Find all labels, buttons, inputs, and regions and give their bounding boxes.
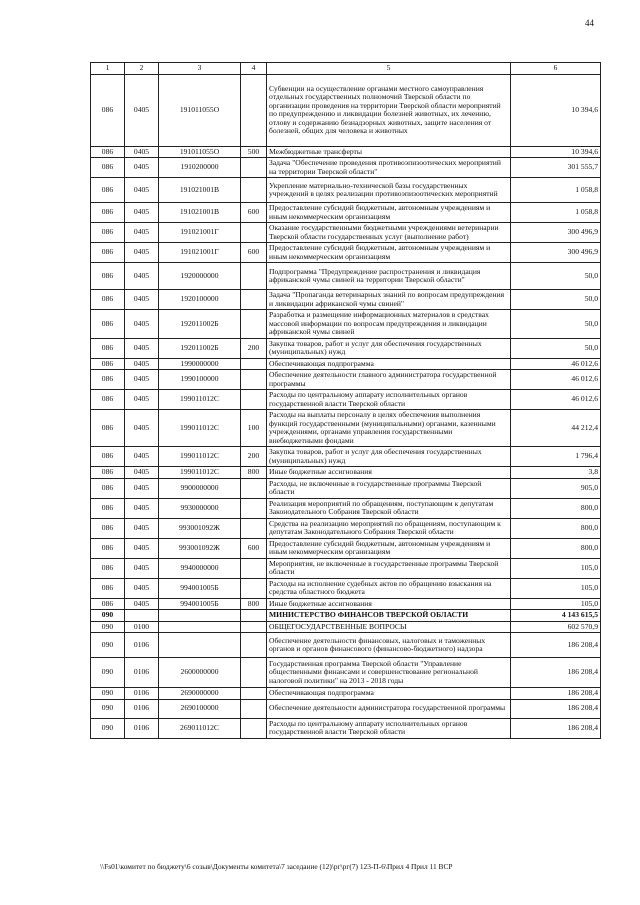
amount-cell: 46 012,6 xyxy=(511,390,601,410)
expense-type-cell xyxy=(241,290,267,310)
column-header: 5 xyxy=(267,63,511,75)
target-code-cell xyxy=(159,610,241,622)
table-row xyxy=(91,518,601,538)
table-row xyxy=(91,598,601,610)
table-row xyxy=(91,633,601,658)
section-code-cell: 0405 xyxy=(125,158,159,178)
section-code-cell: 0405 xyxy=(125,498,159,518)
target-code-cell: 1920100000 xyxy=(159,290,241,310)
amount-cell: 186 208,4 xyxy=(511,658,601,688)
amount-cell: 50,0 xyxy=(511,310,601,339)
expense-type-cell: 800 xyxy=(241,467,267,479)
target-code-cell: 1920000000 xyxy=(159,263,241,290)
expense-type-cell: 100 xyxy=(241,410,267,447)
section-code-cell: 0405 xyxy=(125,338,159,358)
expense-type-cell xyxy=(241,558,267,578)
admin-code-cell: 090 xyxy=(91,633,125,658)
target-code-cell: 1990100000 xyxy=(159,370,241,390)
section-code-cell: 0405 xyxy=(125,74,159,146)
admin-code-cell: 086 xyxy=(91,578,125,598)
section-code-cell: 0405 xyxy=(125,203,159,223)
description-cell: Обеспечение деятельности финансовых, налоговых и таможенных органов и органов финансового (финансово-бюджетного) надзора xyxy=(267,633,511,658)
admin-code-cell: 086 xyxy=(91,146,125,158)
admin-code-cell: 086 xyxy=(91,390,125,410)
table-row xyxy=(91,370,601,390)
admin-code-cell: 086 xyxy=(91,223,125,243)
table-row xyxy=(91,310,601,339)
section-code-cell: 0405 xyxy=(125,358,159,370)
expense-type-cell xyxy=(241,578,267,598)
table-row xyxy=(91,358,601,370)
amount-cell: 905,0 xyxy=(511,478,601,498)
section-code-cell: 0106 xyxy=(125,658,159,688)
description-cell: Межбюджетные трансферты xyxy=(267,146,511,158)
admin-code-cell: 086 xyxy=(91,558,125,578)
description-cell: Подпрограмма "Предупреждение распространения и ликвидация африканской чумы свиней на территории Тверской области" xyxy=(267,263,511,290)
target-code-cell: 269011012С xyxy=(159,718,241,738)
admin-code-cell: 086 xyxy=(91,74,125,146)
expense-type-cell xyxy=(241,478,267,498)
admin-code-cell: 086 xyxy=(91,518,125,538)
admin-code-cell: 086 xyxy=(91,498,125,518)
admin-code-cell: 090 xyxy=(91,688,125,700)
section-code-cell: 0106 xyxy=(125,633,159,658)
table-row xyxy=(91,243,601,263)
expense-type-cell xyxy=(241,390,267,410)
amount-cell: 602 570,9 xyxy=(511,621,601,633)
column-header: 3 xyxy=(159,63,241,75)
table-row xyxy=(91,158,601,178)
section-code-cell: 0405 xyxy=(125,538,159,558)
table-row xyxy=(91,699,601,718)
admin-code-cell: 086 xyxy=(91,538,125,558)
admin-code-cell: 086 xyxy=(91,447,125,467)
admin-code-cell: 086 xyxy=(91,263,125,290)
table-header-row xyxy=(91,63,601,75)
description-cell: Предоставление субсидий бюджетным, автономным учреждениям и иным некоммерческим организациям xyxy=(267,538,511,558)
target-code-cell: 1990000000 xyxy=(159,358,241,370)
budget-table xyxy=(90,62,601,739)
table-row xyxy=(91,688,601,700)
expense-type-cell xyxy=(241,633,267,658)
admin-code-cell: 090 xyxy=(91,610,125,622)
target-code-cell xyxy=(159,621,241,633)
table-row xyxy=(91,223,601,243)
target-code-cell: 191021001В xyxy=(159,178,241,203)
table-row xyxy=(91,718,601,738)
description-cell: Расходы по центральному аппарату исполнительных органов государственной власти Тверской области xyxy=(267,390,511,410)
section-code-cell: 0405 xyxy=(125,390,159,410)
target-code-cell: 2600000000 xyxy=(159,658,241,688)
expense-type-cell xyxy=(241,718,267,738)
description-cell: Обеспечивающая подпрограмма xyxy=(267,688,511,700)
target-code-cell: 191011055O xyxy=(159,146,241,158)
expense-type-cell xyxy=(241,178,267,203)
target-code-cell: 9930000000 xyxy=(159,498,241,518)
description-cell: Иные бюджетные ассигнования xyxy=(267,467,511,479)
description-cell: Расходы по центральному аппарату исполнительных органов государственной власти Тверской области xyxy=(267,718,511,738)
expense-type-cell xyxy=(241,370,267,390)
amount-cell: 300 496,9 xyxy=(511,243,601,263)
target-code-cell: 192011002Б xyxy=(159,310,241,339)
admin-code-cell: 086 xyxy=(91,310,125,339)
expense-type-cell: 200 xyxy=(241,447,267,467)
description-cell: Закупка товаров, работ и услуг для обеспечения государственных (муниципальных) нужд xyxy=(267,447,511,467)
table-row xyxy=(91,410,601,447)
table-row xyxy=(91,74,601,146)
table-row xyxy=(91,558,601,578)
target-code-cell: 191021001Г xyxy=(159,243,241,263)
target-code-cell: 994001005Б xyxy=(159,578,241,598)
amount-cell: 186 208,4 xyxy=(511,718,601,738)
description-cell: ОБЩЕГОСУДАРСТВЕННЫЕ ВОПРОСЫ xyxy=(267,621,511,633)
target-code-cell xyxy=(159,633,241,658)
admin-code-cell: 086 xyxy=(91,598,125,610)
section-code-cell: 0405 xyxy=(125,410,159,447)
column-header: 4 xyxy=(241,63,267,75)
page-number: 44 xyxy=(585,18,594,28)
section-code-cell: 0405 xyxy=(125,146,159,158)
admin-code-cell: 090 xyxy=(91,621,125,633)
amount-cell: 46 012,6 xyxy=(511,358,601,370)
expense-type-cell xyxy=(241,498,267,518)
description-cell: Предоставление субсидий бюджетным, автономным учреждениям и иным некоммерческим организациям xyxy=(267,243,511,263)
target-code-cell: 2690100000 xyxy=(159,699,241,718)
table-row xyxy=(91,610,601,622)
section-code-cell: 0106 xyxy=(125,699,159,718)
description-cell: Обеспечивающая подпрограмма xyxy=(267,358,511,370)
table-row xyxy=(91,203,601,223)
expense-type-cell xyxy=(241,621,267,633)
amount-cell: 50,0 xyxy=(511,338,601,358)
expense-type-cell xyxy=(241,699,267,718)
target-code-cell: 2690000000 xyxy=(159,688,241,700)
table-row xyxy=(91,447,601,467)
amount-cell: 3,8 xyxy=(511,467,601,479)
column-header: 6 xyxy=(511,63,601,75)
description-cell: Обеспечение деятельности администратора государственной программы xyxy=(267,699,511,718)
expense-type-cell xyxy=(241,358,267,370)
admin-code-cell: 086 xyxy=(91,243,125,263)
table-row xyxy=(91,263,601,290)
target-code-cell: 191011055O xyxy=(159,74,241,146)
expense-type-cell: 500 xyxy=(241,146,267,158)
section-code-cell: 0405 xyxy=(125,178,159,203)
description-cell: МИНИСТЕРСТВО ФИНАНСОВ ТВЕРСКОЙ ОБЛАСТИ xyxy=(267,610,511,622)
section-code-cell: 0405 xyxy=(125,223,159,243)
description-cell: Предоставление субсидий бюджетным, автономным учреждениям и иным некоммерческим организациям xyxy=(267,203,511,223)
description-cell: Расходы на выплаты персоналу в целях обеспечения выполнения функций государственными (муниципальными) органами, казенными учреждениями, органами управления государственными внебюджетными фондами xyxy=(267,410,511,447)
section-code-cell: 0106 xyxy=(125,688,159,700)
amount-cell: 800,0 xyxy=(511,498,601,518)
target-code-cell: 199011012С xyxy=(159,410,241,447)
section-code-cell: 0405 xyxy=(125,478,159,498)
column-header: 2 xyxy=(125,63,159,75)
table-row xyxy=(91,478,601,498)
section-code-cell: 0405 xyxy=(125,447,159,467)
table-row xyxy=(91,146,601,158)
section-code-cell: 0100 xyxy=(125,621,159,633)
section-code-cell: 0405 xyxy=(125,263,159,290)
expense-type-cell xyxy=(241,74,267,146)
admin-code-cell: 086 xyxy=(91,467,125,479)
table-row xyxy=(91,467,601,479)
target-code-cell: 1910200000 xyxy=(159,158,241,178)
description-cell: Обеспечение деятельности главного администратора государственной программы xyxy=(267,370,511,390)
expense-type-cell xyxy=(241,658,267,688)
target-code-cell: 199011012С xyxy=(159,447,241,467)
amount-cell: 301 555,7 xyxy=(511,158,601,178)
admin-code-cell: 090 xyxy=(91,699,125,718)
amount-cell: 10 394,6 xyxy=(511,146,601,158)
admin-code-cell: 086 xyxy=(91,178,125,203)
amount-cell: 105,0 xyxy=(511,578,601,598)
table-row xyxy=(91,290,601,310)
amount-cell: 1 058,8 xyxy=(511,203,601,223)
section-code-cell: 0405 xyxy=(125,290,159,310)
description-cell: Мероприятия, не включенные в государственные программы Тверской области xyxy=(267,558,511,578)
target-code-cell: 994001005Б xyxy=(159,598,241,610)
section-code-cell: 0405 xyxy=(125,243,159,263)
target-code-cell: 199011012С xyxy=(159,390,241,410)
expense-type-cell xyxy=(241,158,267,178)
target-code-cell: 191021001Г xyxy=(159,223,241,243)
amount-cell: 800,0 xyxy=(511,518,601,538)
expense-type-cell: 200 xyxy=(241,338,267,358)
column-header: 1 xyxy=(91,63,125,75)
file-path-footer: \\Fs01\комитет по бюджету\6 созыв\Документы комитета\7 заседание (12)\рг\рг(7) 123-П-6\Прил 4 Прил 11 ВСР xyxy=(100,862,453,871)
admin-code-cell: 086 xyxy=(91,290,125,310)
amount-cell: 46 012,6 xyxy=(511,370,601,390)
amount-cell: 300 496,9 xyxy=(511,223,601,243)
amount-cell: 186 208,4 xyxy=(511,699,601,718)
admin-code-cell: 086 xyxy=(91,370,125,390)
amount-cell: 105,0 xyxy=(511,598,601,610)
target-code-cell: 9900000000 xyxy=(159,478,241,498)
description-cell: Расходы, не включенные в государственные программы Тверской области xyxy=(267,478,511,498)
description-cell: Реализация мероприятий по обращениям, поступающим к депутатам Законодательного Собрания Тверской области xyxy=(267,498,511,518)
expense-type-cell xyxy=(241,518,267,538)
expense-type-cell: 600 xyxy=(241,243,267,263)
amount-cell: 186 208,4 xyxy=(511,688,601,700)
description-cell: Субвенции на осуществление органами местного самоуправления отдельных государственных полномочий Тверской области по организации проведения на территории Тверской области мероприятий по предупреждению и ликвидации болезней животных, их лечению, отлову и содержанию безнадзорных животных, защите населения от болезней, общих для человека и животных xyxy=(267,74,511,146)
table-row xyxy=(91,658,601,688)
table-row xyxy=(91,390,601,410)
expense-type-cell xyxy=(241,610,267,622)
description-cell: Средства на реализацию мероприятий по обращениям, поступающим к депутатам Законодательного Собрания Тверской области xyxy=(267,518,511,538)
description-cell: Задача "Обеспечение проведения противоэпизоотических мероприятий на территории Тверской области" xyxy=(267,158,511,178)
description-cell: Закупка товаров, работ и услуг для обеспечения государственных (муниципальных) нужд xyxy=(267,338,511,358)
table-row xyxy=(91,178,601,203)
amount-cell: 105,0 xyxy=(511,558,601,578)
expense-type-cell: 600 xyxy=(241,538,267,558)
amount-cell: 4 143 615,5 xyxy=(511,610,601,622)
table-row xyxy=(91,498,601,518)
table-row xyxy=(91,538,601,558)
admin-code-cell: 090 xyxy=(91,658,125,688)
expense-type-cell xyxy=(241,223,267,243)
amount-cell: 186 208,4 xyxy=(511,633,601,658)
section-code-cell xyxy=(125,610,159,622)
table-body xyxy=(91,74,601,738)
admin-code-cell: 086 xyxy=(91,338,125,358)
amount-cell: 800,0 xyxy=(511,538,601,558)
target-code-cell: 191021001В xyxy=(159,203,241,223)
admin-code-cell: 086 xyxy=(91,358,125,370)
description-cell: Расходы на исполнение судебных актов по обращению взыскания на средства областного бюджета xyxy=(267,578,511,598)
section-code-cell: 0405 xyxy=(125,467,159,479)
target-code-cell: 993001092Ж xyxy=(159,518,241,538)
target-code-cell: 9940000000 xyxy=(159,558,241,578)
target-code-cell: 199011012С xyxy=(159,467,241,479)
section-code-cell: 0405 xyxy=(125,310,159,339)
admin-code-cell: 090 xyxy=(91,718,125,738)
table-row xyxy=(91,621,601,633)
expense-type-cell xyxy=(241,263,267,290)
description-cell: Иные бюджетные ассигнования xyxy=(267,598,511,610)
amount-cell: 50,0 xyxy=(511,290,601,310)
description-cell: Оказание государственными бюджетными учреждениями ветеринарии Тверской области государственных услуг (выполнение работ) xyxy=(267,223,511,243)
expense-type-cell xyxy=(241,688,267,700)
description-cell: Укрепление материально-технической базы государственных учреждений в целях реализации противоэпизоотических мероприятий xyxy=(267,178,511,203)
amount-cell: 10 394,6 xyxy=(511,74,601,146)
section-code-cell: 0405 xyxy=(125,598,159,610)
table-row xyxy=(91,578,601,598)
expense-type-cell: 800 xyxy=(241,598,267,610)
description-cell: Разработка и размещение информационных материалов в средствах массовой информации по вопросам предупреждения и ликвидации африканской чумы свиней xyxy=(267,310,511,339)
description-cell: Задача "Пропаганда ветеринарных знаний по вопросам предупреждения и ликвидации африканской чумы свиней" xyxy=(267,290,511,310)
amount-cell: 1 058,8 xyxy=(511,178,601,203)
admin-code-cell: 086 xyxy=(91,203,125,223)
admin-code-cell: 086 xyxy=(91,410,125,447)
description-cell: Государственная программа Тверской области "Управление общественными финансами и совершенствование региональной налоговой политики" на 2013 - 2018 годы xyxy=(267,658,511,688)
table-row xyxy=(91,338,601,358)
section-code-cell: 0405 xyxy=(125,578,159,598)
amount-cell: 1 796,4 xyxy=(511,447,601,467)
target-code-cell: 192011002Б xyxy=(159,338,241,358)
amount-cell: 44 212,4 xyxy=(511,410,601,447)
admin-code-cell: 086 xyxy=(91,158,125,178)
expense-type-cell xyxy=(241,310,267,339)
target-code-cell: 993001092Ж xyxy=(159,538,241,558)
section-code-cell: 0405 xyxy=(125,518,159,538)
admin-code-cell: 086 xyxy=(91,478,125,498)
amount-cell: 50,0 xyxy=(511,263,601,290)
section-code-cell: 0405 xyxy=(125,370,159,390)
section-code-cell: 0405 xyxy=(125,558,159,578)
section-code-cell: 0106 xyxy=(125,718,159,738)
expense-type-cell: 600 xyxy=(241,203,267,223)
